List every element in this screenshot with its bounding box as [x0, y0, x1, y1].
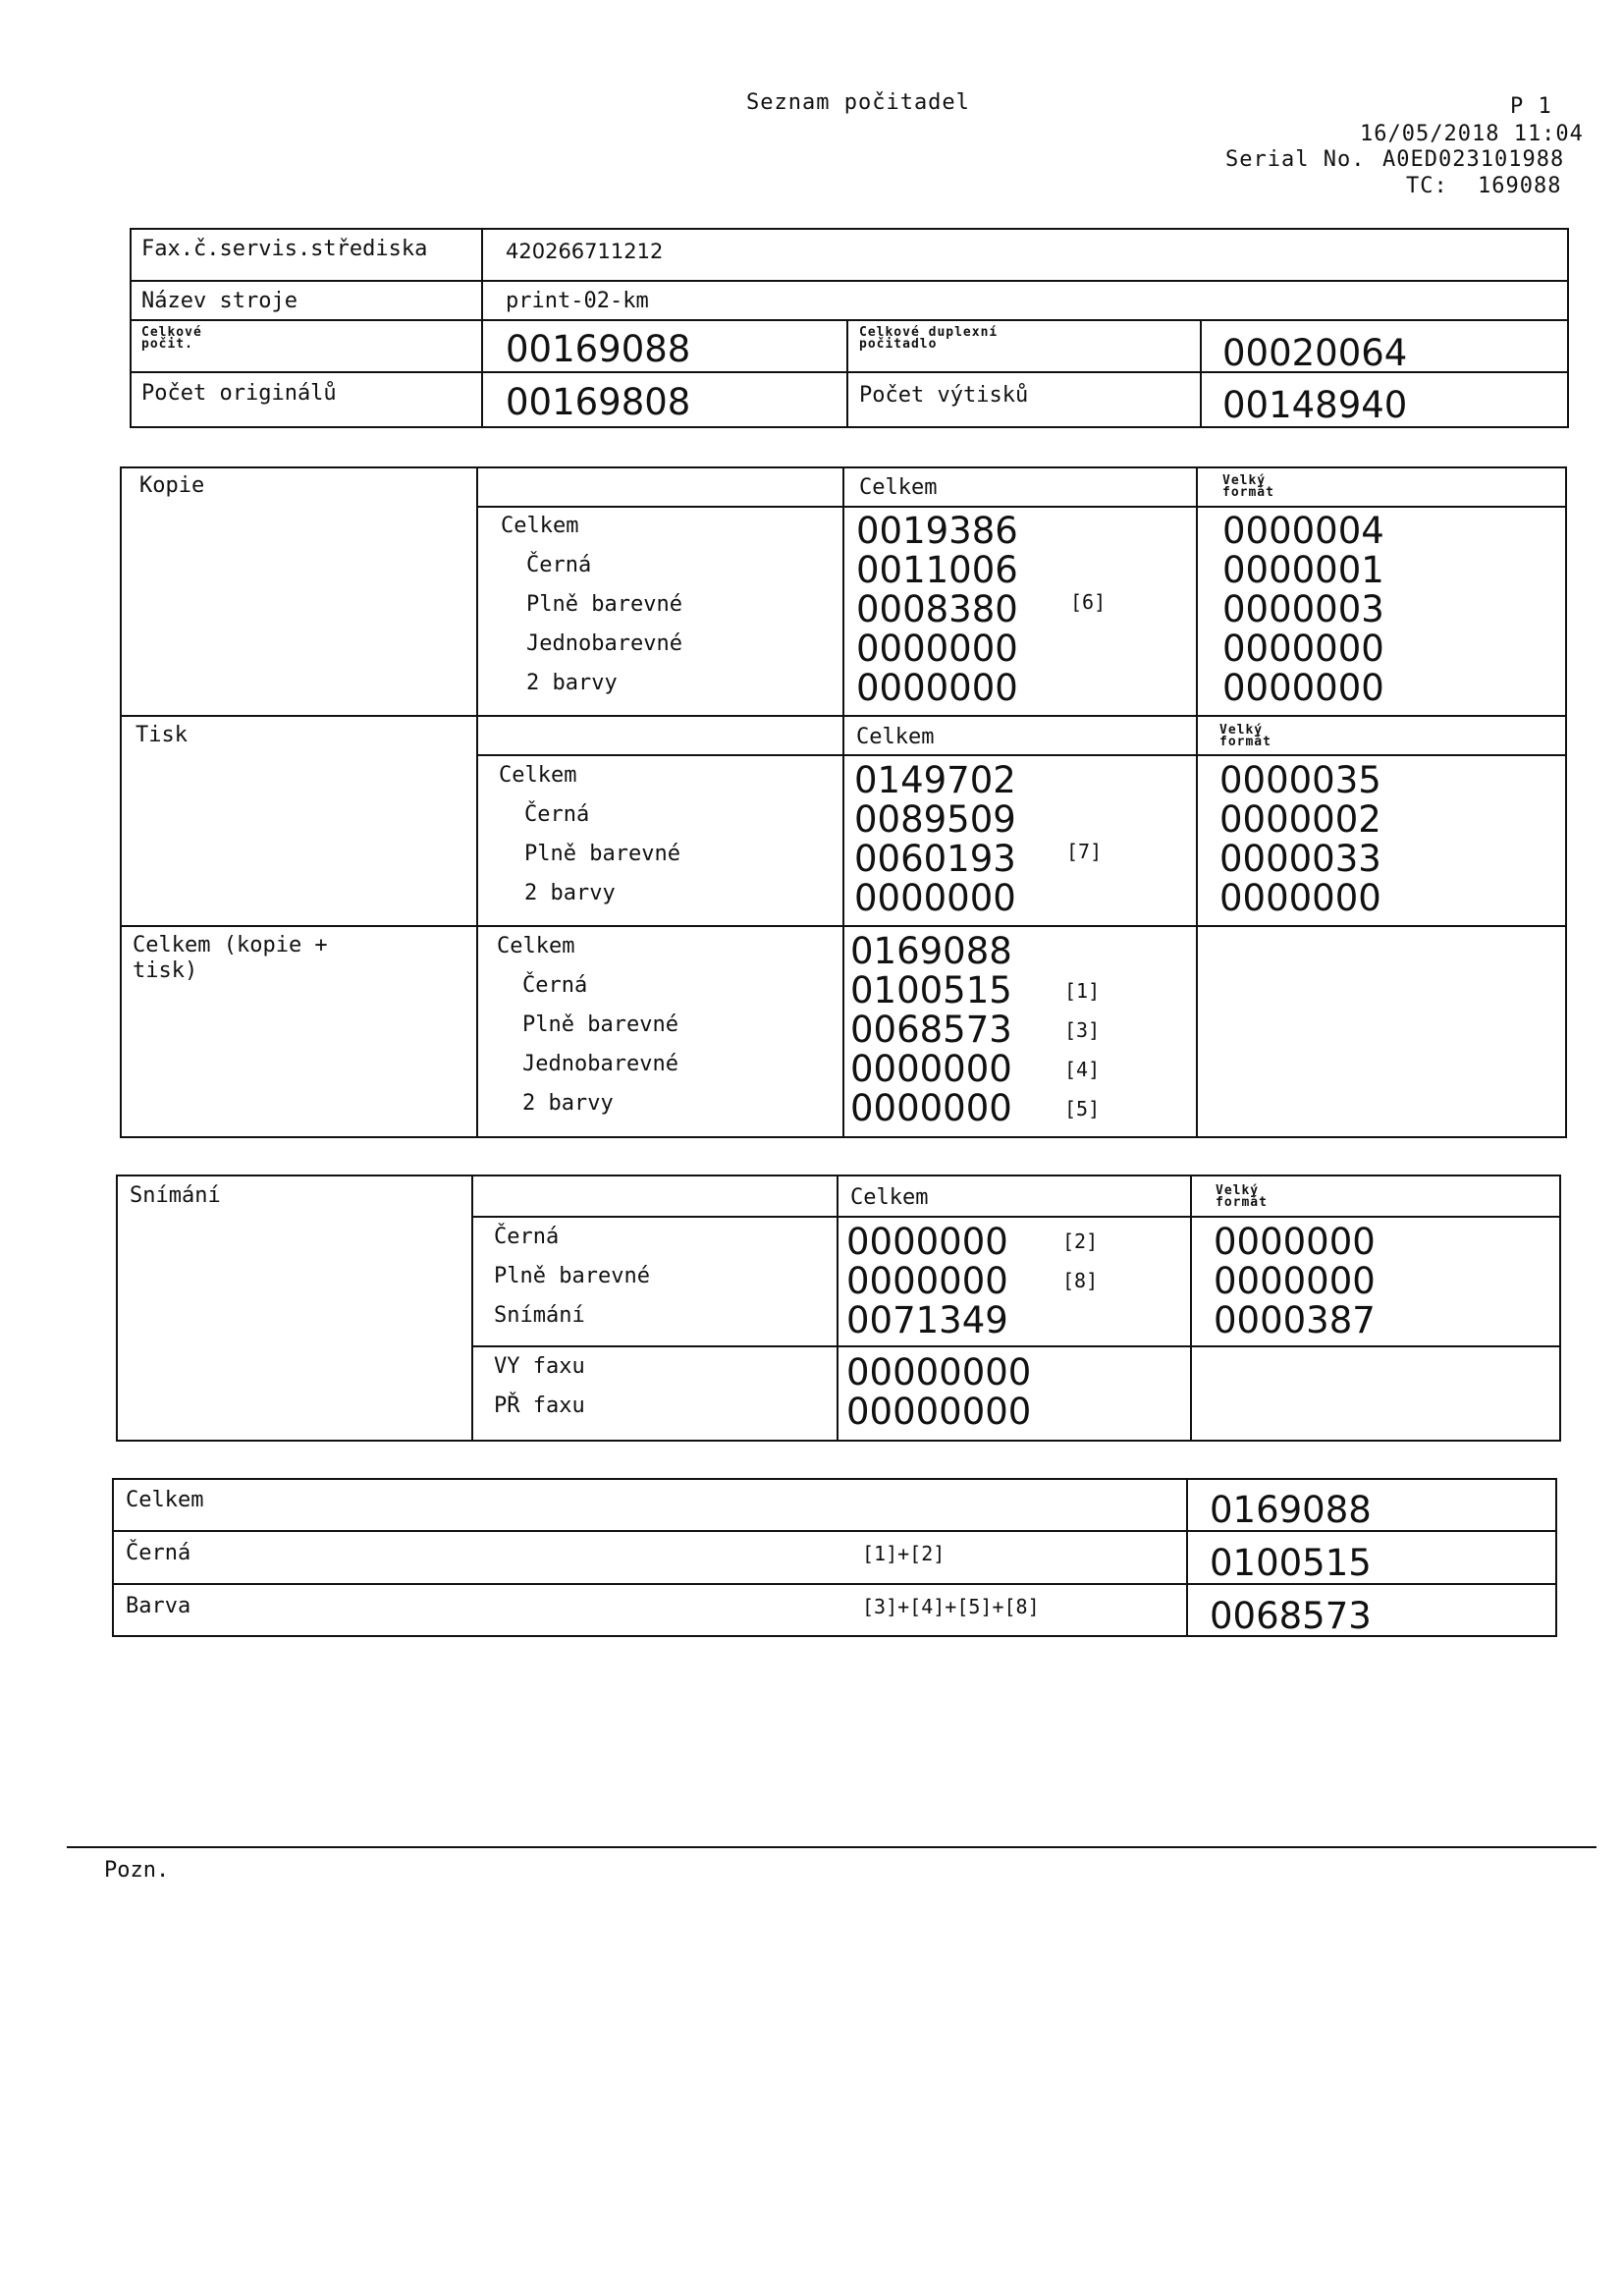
summary-label-cerna: Černá	[126, 1541, 191, 1565]
kopie-row-label: Černá	[526, 553, 592, 577]
page-number: P 1	[1510, 94, 1552, 119]
tisk-row-label: 2 barvy	[524, 881, 616, 905]
fax-row-label: VY faxu	[494, 1354, 585, 1379]
kopie-row-label: 2 barvy	[526, 671, 618, 695]
tisk-col-total: Celkem	[856, 725, 935, 749]
tisk-total-value: 0060193	[854, 838, 1016, 880]
celkem-kt-refs	[1064, 971, 1100, 1128]
serial-label: Serial No.	[1225, 147, 1366, 172]
prints-label: Počet výtisků	[859, 383, 1029, 408]
snimani-total-value: 0000000	[846, 1260, 1008, 1302]
snimani-col-large: Velký formát	[1216, 1183, 1268, 1210]
report-datetime: 16/05/2018 11:04	[1360, 122, 1584, 146]
celkem-kt-total-value: 0000000	[850, 1048, 1012, 1090]
kopie-total-value: 0019386	[856, 510, 1018, 552]
celkem-kt-total-value: 0000000	[850, 1087, 1012, 1129]
summary-value-celkem: 0169088	[1210, 1489, 1372, 1531]
tisk-col-large: Velký formát	[1219, 723, 1271, 749]
tisk-total-value: 0089509	[854, 798, 1016, 841]
kopie-large-value: 0000000	[1222, 667, 1384, 709]
fax-total-value: 00000000	[846, 1391, 1032, 1433]
kopie-large-value: 0000004	[1222, 510, 1384, 552]
kopie-labels	[501, 507, 682, 703]
duplex-counter-label: Celkové duplexní počitadlo	[859, 325, 999, 352]
kopie-total-value: 0011006	[856, 549, 1018, 591]
kopie-col-total: Celkem	[859, 475, 938, 500]
snimani-totals	[846, 1223, 1008, 1340]
celkem-kt-ref: [5]	[1064, 1097, 1101, 1121]
note-label: Pozn.	[104, 1858, 170, 1883]
snimani-col-total: Celkem	[850, 1185, 929, 1210]
kopie-row-label: Jednobarevné	[526, 631, 682, 656]
kopie-row-label: Celkem	[501, 514, 579, 538]
fax-total-value: 00000000	[846, 1351, 1032, 1394]
snimani-large-value: 0000000	[1214, 1221, 1376, 1263]
snimani-refs	[1062, 1222, 1098, 1300]
celkem-kt-row-label: Celkem	[497, 934, 575, 958]
tisk-large-value: 0000033	[1219, 838, 1381, 880]
celkem-kt-row-label: Černá	[522, 973, 588, 998]
celkem-kt-row-label: 2 barvy	[522, 1091, 614, 1116]
tc-value: 169088	[1478, 174, 1562, 198]
tc-label: TC:	[1406, 174, 1448, 198]
snimani-ref: [2]	[1062, 1230, 1099, 1253]
summary-value-cerna: 0100515	[1210, 1542, 1372, 1584]
celkem-kt-total-value: 0169088	[850, 930, 1012, 972]
fax-label: Fax.č.servis.střediska	[141, 237, 428, 261]
celkem-kt-row-label: Plně barevné	[522, 1012, 678, 1037]
kopie-large-value: 0000001	[1222, 549, 1384, 591]
snimani-large-value: 0000387	[1214, 1299, 1376, 1341]
celkem-kt-ref: [1]	[1064, 979, 1101, 1003]
tisk-ref-7: [7]	[1066, 840, 1103, 863]
summary-value-barva: 0068573	[1210, 1595, 1372, 1637]
tisk-large-value: 0000002	[1219, 798, 1381, 841]
fax-row-label: PŘ faxu	[494, 1394, 585, 1418]
kopie-row-label: Plně barevné	[526, 592, 682, 617]
celkem-kt-ref: [4]	[1064, 1058, 1101, 1081]
kopie-large-value: 0000003	[1222, 588, 1384, 630]
summary-label-barva: Barva	[126, 1594, 191, 1618]
tisk-total-value: 0149702	[854, 759, 1016, 801]
snimani-ref: [8]	[1062, 1269, 1099, 1292]
section-celkem-kopie-tisk: Celkem (kopie + tisk)	[133, 933, 328, 983]
tisk-total-value: 0000000	[854, 877, 1016, 919]
kopie-total-value: 0008380	[856, 588, 1018, 630]
section-tisk: Tisk	[135, 723, 188, 747]
prints-value: 00148940	[1222, 384, 1408, 426]
originals-label: Počet originálů	[141, 381, 337, 406]
footer-divider	[67, 1846, 1596, 1848]
celkem-kt-total-value: 0068573	[850, 1009, 1012, 1051]
snimani-total-value: 0071349	[846, 1299, 1008, 1341]
page-title: Seznam počitadel	[746, 90, 970, 115]
fax-totals	[846, 1353, 1031, 1432]
summary-label-celkem: Celkem	[126, 1488, 204, 1512]
kopie-large	[1222, 512, 1384, 708]
celkem-kt-row-label: Jednobarevné	[522, 1052, 678, 1076]
machine-name-label: Název stroje	[141, 289, 298, 313]
snimani-large	[1214, 1223, 1376, 1340]
fax-labels	[494, 1347, 585, 1426]
section-kopie: Kopie	[139, 473, 205, 498]
kopie-large-value: 0000000	[1222, 628, 1384, 670]
snimani-large-value: 0000000	[1214, 1260, 1376, 1302]
total-counter-label: Celkové počit.	[141, 325, 202, 352]
kopie-total-value: 0000000	[856, 628, 1018, 670]
summary-formula-cerna: [1]+[2]	[862, 1542, 946, 1565]
snimani-row-label: Černá	[494, 1225, 560, 1249]
duplex-counter-value: 00020064	[1222, 332, 1408, 374]
kopie-ref-6: [6]	[1070, 590, 1107, 614]
tisk-large	[1219, 761, 1381, 918]
snimani-labels	[494, 1218, 650, 1336]
kopie-col-large: Velký formát	[1222, 473, 1274, 500]
snimani-row-label: Plně barevné	[494, 1264, 650, 1288]
kopie-totals	[856, 512, 1018, 708]
tisk-row-label: Černá	[524, 802, 590, 827]
celkem-kt-totals	[850, 932, 1012, 1128]
tisk-large-value: 0000035	[1219, 759, 1381, 801]
tisk-row-label: Celkem	[499, 763, 577, 788]
snimani-row-label: Snímání	[494, 1303, 585, 1328]
fax-value: 420266711212	[506, 240, 664, 263]
celkem-kt-ref: [3]	[1064, 1018, 1101, 1042]
total-counter-value: 00169088	[506, 328, 691, 370]
machine-name-value: print-02-km	[506, 289, 649, 313]
tisk-row-label: Plně barevné	[524, 842, 680, 866]
celkem-kt-labels	[497, 927, 678, 1123]
serial-value: A0ED023101988	[1382, 147, 1565, 172]
summary-formula-barva: [3]+[4]+[5]+[8]	[862, 1595, 1040, 1618]
section-snimani: Snímání	[130, 1183, 221, 1208]
tisk-totals	[854, 761, 1016, 918]
tisk-labels	[499, 756, 680, 913]
celkem-kt-total-value: 0100515	[850, 969, 1012, 1011]
kopie-total-value: 0000000	[856, 667, 1018, 709]
snimani-total-value: 0000000	[846, 1221, 1008, 1263]
originals-value: 00169808	[506, 381, 691, 423]
tisk-large-value: 0000000	[1219, 877, 1381, 919]
